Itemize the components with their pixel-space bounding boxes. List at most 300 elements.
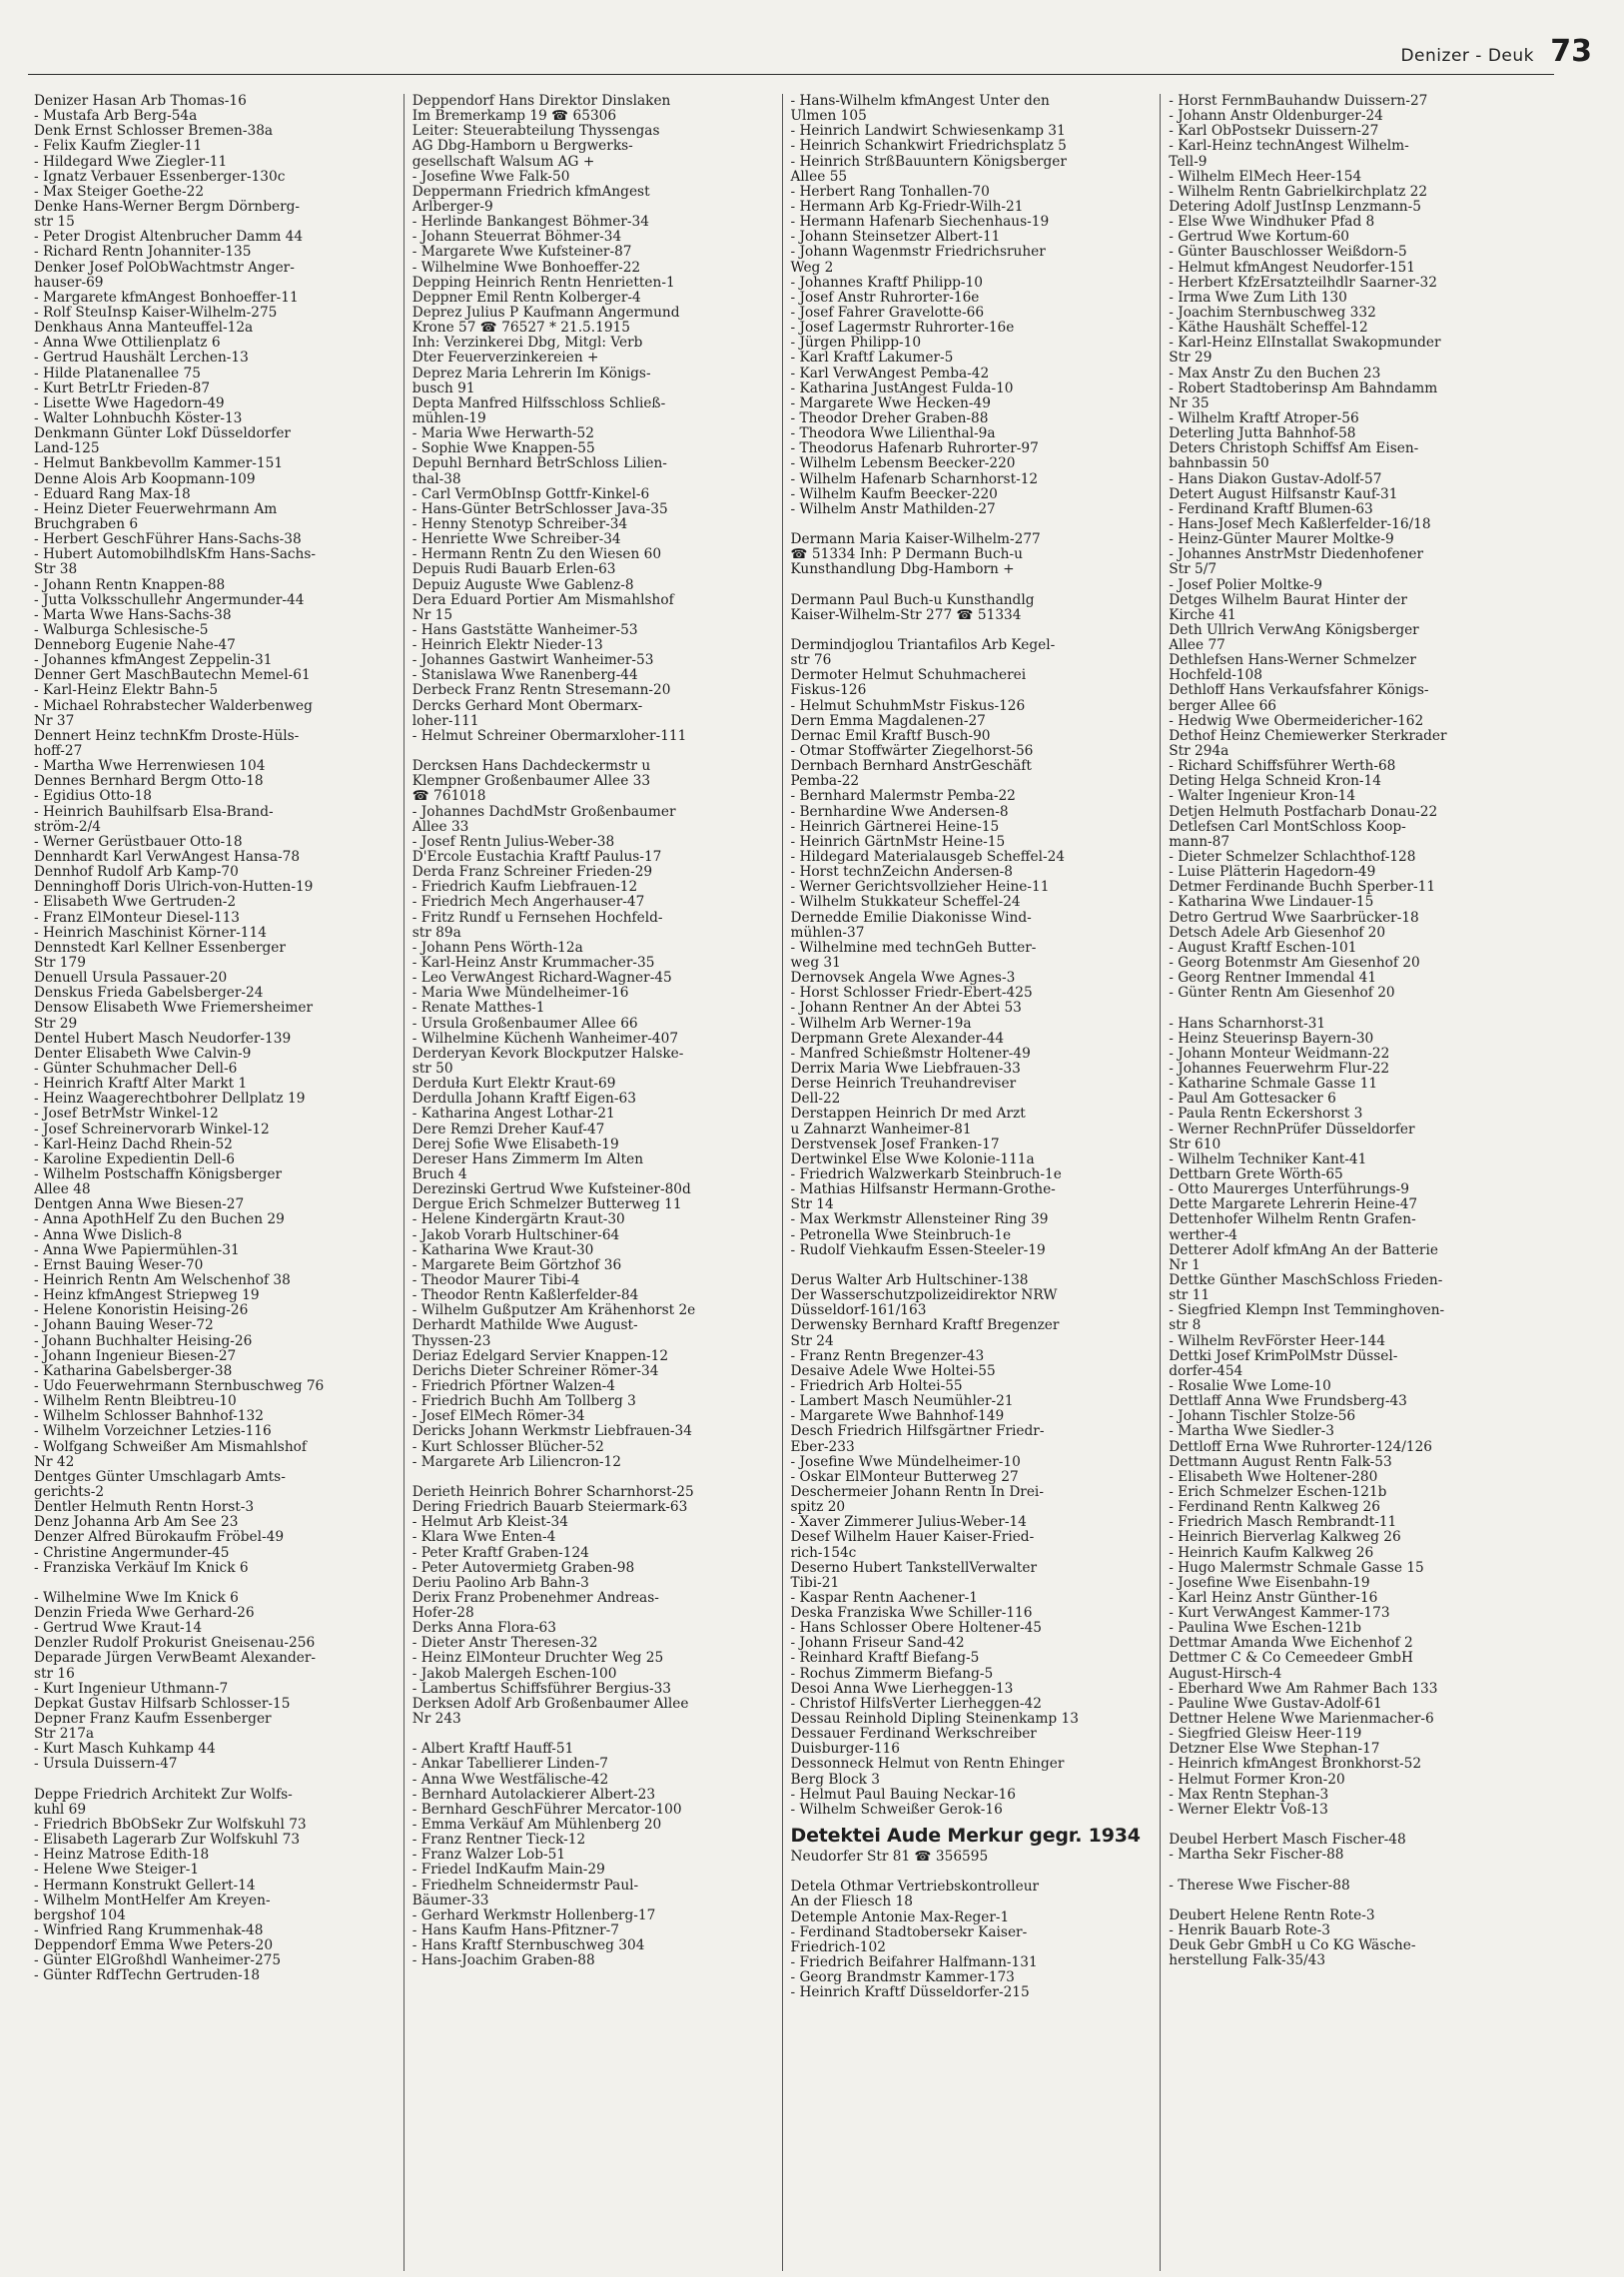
directory-entry-line: Derse Heinrich Treuhandreviser <box>790 1076 1017 1093</box>
directory-entry-line: - Lisette Wwe Hagedorn-49 <box>34 394 225 411</box>
directory-entry-line: - Heinrich Bierverlag Kalkweg 26 <box>1169 1529 1401 1546</box>
directory-entry-line: - Kurt BetrLtr Frieden-87 <box>34 380 211 396</box>
directory-entry-line: - Helmut Arb Kleist-34 <box>411 1514 568 1531</box>
directory-entry-line: str 15 <box>34 214 75 231</box>
directory-entry-line: AG Dbg-Hamborn u Bergwerks- <box>411 138 633 155</box>
directory-entry-line: rich-154c <box>790 1544 857 1561</box>
directory-entry-line: Detmer Ferdinande Buchh Sperber-11 <box>1169 879 1436 896</box>
directory-entry-line: - Helmut Bankbevollm Kammer-151 <box>34 455 284 472</box>
directory-entry-line: - Stanislawa Wwe Ranenberg-44 <box>411 667 638 684</box>
directory-entry-line: - Friedrich Arb Holtei-55 <box>790 1377 963 1394</box>
directory-entry-line: Deterling Jutta Bahnhof-58 <box>1169 425 1356 442</box>
directory-entry-line <box>1169 1818 1524 1833</box>
directory-entry-line: - Maria Wwe Mündelheimer-16 <box>411 985 629 1002</box>
directory-entry-line: Deting Helga Schneid Kron-14 <box>1169 773 1381 790</box>
directory-entry-line: Dercksen Hans Dachdeckermstr u <box>411 758 651 775</box>
directory-entry-line: - Wolfgang Schweißer Am Mismahlshof <box>34 1438 307 1455</box>
directory-entry-line: Detzner Else Wwe Stephan-17 <box>1169 1741 1380 1758</box>
directory-entry-line: - Petronella Wwe Steinbruch-1e <box>790 1226 1012 1243</box>
directory-entry-line: bahnbassin 50 <box>1169 455 1269 472</box>
directory-entry-line: - Katharine Schmale Gasse 11 <box>1169 1076 1378 1093</box>
directory-entry-line: Derstappen Heinrich Dr med Arzt <box>790 1106 1026 1123</box>
directory-entry-line: Dettenhofer Wilhelm Rentn Grafen- <box>1169 1211 1416 1228</box>
directory-entry-line: - Peter Autovermietg Graben-98 <box>411 1559 635 1576</box>
directory-entry-line: - Wilhelm Hafenarb Scharnhorst-12 <box>790 470 1039 487</box>
directory-entry-line <box>34 1576 390 1591</box>
directory-entry-line: - Heinrich Maschinist Körner-114 <box>34 924 267 941</box>
directory-entry-line: - Franz Walzer Lob-51 <box>411 1847 566 1864</box>
directory-entry-line: - Wilhelm Kraftf Atroper-56 <box>1169 409 1359 426</box>
directory-entry-line: - Heinrich Schankwirt Friedrichsplatz 5 <box>790 138 1067 155</box>
directory-entry-line: - Ankar Tabellierer Linden-7 <box>411 1756 608 1773</box>
directory-entry-line: - Johann Ingenieur Biesen-27 <box>34 1347 237 1364</box>
directory-entry-line: - Friedrich BbObSekr Zur Wolfskuhl 73 <box>34 1817 307 1834</box>
directory-entry-line: - Bernhard Autolackierer Albert-23 <box>411 1786 656 1803</box>
directory-entry-line: Dettloff Erna Wwe Ruhrorter-124/126 <box>1169 1438 1433 1455</box>
directory-entry-line: - August Kraftf Eschen-101 <box>1169 939 1357 956</box>
directory-entry-line: - Bernhard GeschFührer Mercator-100 <box>411 1801 682 1818</box>
directory-entry-line: - Ignatz Verbauer Essenberger-130c <box>34 168 286 185</box>
directory-entry-line: - Heinz Dieter Feuerwehrmann Am <box>34 500 278 517</box>
directory-entry-line: - Werner Elektr Voß-13 <box>1169 1801 1328 1818</box>
directory-entry-line: Depuiz Auguste Wwe Gablenz-8 <box>411 576 634 593</box>
directory-entry-line: Allee 77 <box>1169 637 1225 654</box>
directory-entry-line: - Hermann Konstrukt Gellert-14 <box>34 1877 256 1894</box>
directory-entry-line: Deters Christoph Schiffsf Am Eisen- <box>1169 440 1419 457</box>
directory-entry-line: - Michael Rohrabstecher Walderbenweg <box>34 697 313 714</box>
directory-entry-line: - Max Rentn Stephan-3 <box>1169 1786 1329 1803</box>
directory-entry-line: - Hermann Hafenarb Siechenhaus-19 <box>790 214 1050 231</box>
directory-entry-line: - Hans Kaufm Hans-Pfitzner-7 <box>411 1922 620 1939</box>
directory-entry-line: Dettlaff Anna Wwe Frundsberg-43 <box>1169 1393 1407 1410</box>
directory-entry-line: - Elisabeth Lagerarb Zur Wolfskuhl 73 <box>34 1832 301 1849</box>
directory-entry-line: Denner Gert MaschBautechn Memel-61 <box>34 667 311 684</box>
directory-entry-line: - Jürgen Philipp-10 <box>790 335 922 352</box>
directory-entry-line: - Wilhelm Techniker Kant-41 <box>1169 1150 1367 1167</box>
directory-entry-line: - Oskar ElMonteur Butterweg 27 <box>790 1468 1019 1485</box>
directory-entry-line: - Kurt Schlosser Blücher-52 <box>411 1438 604 1455</box>
directory-entry-line: - Max Steiger Goethe-22 <box>34 183 205 200</box>
directory-entry-line: - Johannes Gastwirt Wanheimer-53 <box>411 652 654 669</box>
directory-entry-line: - Erich Schmelzer Eschen-121b <box>1169 1483 1387 1500</box>
directory-entry-line: Detjen Helmuth Postfacharb Donau-22 <box>1169 803 1438 820</box>
directory-entry-line: - Wilhelm Schlosser Bahnhof-132 <box>34 1408 264 1425</box>
directory-entry-line: Duisburger-116 <box>790 1741 900 1758</box>
directory-entry-line: str 8 <box>1169 1317 1202 1334</box>
advertisement-heading: Detektei Aude Merkur gegr. 1934 <box>790 1825 1141 1848</box>
directory-entry-line: Neudorfer Str 81 ☎ 356595 <box>790 1849 989 1866</box>
directory-entry-line: - Karl-Heinz ElInstallat Swakopmunder <box>1169 335 1441 352</box>
directory-entry-line: - Heinz kfmAngest Striepweg 19 <box>34 1287 260 1304</box>
directory-entry-line: - Georg Rentner Immendal 41 <box>1169 970 1377 987</box>
column-4 <box>1160 94 1538 2271</box>
directory-entry-line: - Karl Kraftf Lakumer-5 <box>790 350 954 367</box>
directory-entry-line: - Helene Konoristin Heising-26 <box>34 1302 249 1319</box>
directory-entry-line: Deppner Emil Rentn Kolberger-4 <box>411 289 641 306</box>
directory-entry-line: Tell-9 <box>1169 153 1208 170</box>
directory-entry-line: - Leo VerwAngest Richard-Wagner-45 <box>411 970 672 987</box>
directory-entry-line: - Lambertus Schiffsführer Bergius-33 <box>411 1680 671 1697</box>
directory-entry-line: - Hildegard Materialausgeb Scheffel-24 <box>790 849 1066 866</box>
directory-entry-line: Deth Ullrich VerwAng Königsberger <box>1169 621 1419 638</box>
directory-entry-line: Derda Franz Schreiner Frieden-29 <box>411 864 653 881</box>
directory-entry-line: - Gertrud Haushält Lerchen-13 <box>34 350 249 367</box>
directory-entry-line: Deserno Hubert TankstellVerwalter <box>790 1559 1038 1576</box>
directory-entry-line: - Jakob Vorarb Hultschiner-64 <box>411 1226 620 1243</box>
directory-entry-line: - Rochus Zimmerm Biefang-5 <box>790 1665 994 1682</box>
directory-entry-line: August-Hirsch-4 <box>1169 1665 1282 1682</box>
directory-entry-line: Derej Sofie Wwe Elisabeth-19 <box>411 1136 619 1152</box>
directory-entry-line: Derbeck Franz Rentn Stresemann-20 <box>411 682 671 699</box>
directory-entry-line: Dennhof Rudolf Arb Kamp-70 <box>34 864 239 881</box>
directory-entry-line: werther-4 <box>1169 1226 1237 1243</box>
directory-entry-line: Denne Alois Arb Koopmann-109 <box>34 470 256 487</box>
directory-entry-line: Denzin Frieda Wwe Gerhard-26 <box>34 1605 255 1622</box>
directory-entry-line: - Kurt Ingenieur Uthmann-7 <box>34 1680 229 1697</box>
directory-entry-line: Densow Elisabeth Wwe Friemersheimer <box>34 1000 313 1017</box>
directory-entry-line: ☎ 761018 <box>411 788 486 805</box>
directory-entry-line: Dter Feuerverzinkereien + <box>411 350 599 367</box>
directory-entry-line: Eber-233 <box>790 1438 855 1455</box>
directory-entry-line: - Hans Diakon Gustav-Adolf-57 <box>1169 470 1382 487</box>
directory-entry-line: Allee 55 <box>790 168 848 185</box>
directory-entry-line: - Rosalie Wwe Lome-10 <box>1169 1377 1331 1394</box>
directory-entry-line: Weg 2 <box>790 259 834 276</box>
directory-entry-line: - Katharina JustAngest Fulda-10 <box>790 380 1014 396</box>
directory-entry-line: - Karoline Expedientin Dell-6 <box>34 1150 236 1167</box>
directory-entry-line: Str 179 <box>34 955 86 972</box>
directory-entry-line <box>412 1727 768 1742</box>
directory-entry-line: - Wilhelm Rentn Bleibtreu-10 <box>34 1393 237 1410</box>
directory-entry-line: Deppendorf Hans Direktor Dinslaken <box>411 94 671 109</box>
directory-entry-line: - Wilhelm ElMech Heer-154 <box>1169 168 1362 185</box>
directory-entry-line: Deubert Helene Rentn Rote-3 <box>1169 1906 1375 1923</box>
directory-entry-line: - Helmut Schreiner Obermarxloher-111 <box>411 727 687 744</box>
directory-entry-line: - Carl VermObInsp Gottfr-Kinkel-6 <box>411 485 650 502</box>
directory-entry-line: - Siegfried Klempn Inst Temminghoven- <box>1169 1302 1445 1319</box>
directory-entry-line: - Kurt VerwAngest Kammer-173 <box>1169 1605 1390 1622</box>
directory-entry-line: - Theodor Maurer Tibi-4 <box>411 1271 580 1288</box>
directory-entry-line: - Richard Schiffsführer Werth-68 <box>1169 758 1396 775</box>
directory-entry-line: - Johann Steinsetzer Albert-11 <box>790 229 1001 246</box>
directory-entry-line: - Heinz ElMonteur Druchter Weg 25 <box>411 1650 664 1667</box>
directory-entry-line: Leiter: Steuerabteilung Thyssengas <box>411 123 660 140</box>
directory-entry-line: Derstvensek Josef Franken-17 <box>790 1136 1000 1152</box>
directory-entry-line: Im Bremerkamp 19 ☎ 65306 <box>411 108 617 125</box>
directory-entry-line: - Elisabeth Wwe Holtener-280 <box>1169 1468 1378 1485</box>
directory-entry-line: - Herbert Rang Tonhallen-70 <box>790 183 990 200</box>
directory-entry-line: Detsch Adele Arb Giesenhof 20 <box>1169 924 1386 941</box>
directory-entry-line: - Richard Rentn Johanniter-135 <box>34 244 252 261</box>
directory-entry-line: - Wilhelm Vorzeichner Letzies-116 <box>34 1423 272 1440</box>
directory-entry-line: Dernovsek Angela Wwe Agnes-3 <box>790 970 1016 987</box>
directory-entry-line: - Heinrich Elektr Nieder-13 <box>411 637 603 654</box>
directory-entry-line: Denuell Ursula Passauer-20 <box>34 970 228 987</box>
directory-entry-line: Denkhaus Anna Manteuffel-12a <box>34 320 254 337</box>
directory-entry-line: - Margarete Arb Liliencron-12 <box>411 1453 621 1470</box>
directory-entry-line: Bruch 4 <box>411 1165 467 1182</box>
directory-entry-line: An der Fliesch 18 <box>790 1894 913 1910</box>
directory-entry-line: Der Wasserschutzpolizeidirektor NRW <box>790 1287 1058 1304</box>
directory-entry-line: - Xaver Zimmerer Julius-Weber-14 <box>790 1514 1027 1531</box>
directory-entry-line: - Hans-Günter BetrSchlosser Java-35 <box>411 500 668 517</box>
directory-entry-line: - Gerhard Werkmstr Hollenberg-17 <box>411 1906 656 1923</box>
directory-entry-line: str 89a <box>411 924 461 941</box>
directory-entry-line: - Josef Fahrer Gravelotte-66 <box>790 304 985 321</box>
directory-entry-line: Dettmann August Rentn Falk-53 <box>1169 1453 1392 1470</box>
directory-entry-line: - Friedrich Pförtner Walzen-4 <box>411 1377 616 1394</box>
directory-entry-line: Dettner Helene Wwe Marienmacher-6 <box>1169 1711 1434 1728</box>
directory-entry-line: Tibi-21 <box>790 1574 840 1591</box>
directory-entry-line: Derdulla Johann Kraftf Eigen-63 <box>411 1091 636 1108</box>
directory-entry-line: Allee 33 <box>411 818 469 835</box>
directory-entry-line: - Heinz Steuerinsp Bayern-30 <box>1169 1030 1374 1047</box>
directory-entry-line: - Heinz-Günter Maurer Moltke-9 <box>1169 531 1394 548</box>
column-2 <box>404 94 782 2271</box>
directory-entry-line: Detemple Antonie Max-Reger-1 <box>790 1908 1010 1925</box>
directory-entry-line: - Helene Kindergärtn Kraut-30 <box>411 1211 625 1228</box>
directory-entry-line: - Josef Anstr Ruhrorter-16e <box>790 289 980 306</box>
directory-entry-line: Detterer Adolf kfmAng An der Batterie <box>1169 1241 1438 1258</box>
directory-entry-line: Dessauer Ferdinand Werkschreiber <box>790 1726 1037 1743</box>
directory-entry-line: - Johannes DachdMstr Großenbaumer <box>411 803 676 820</box>
directory-entry-line: Deriaz Edelgard Servier Knappen-12 <box>411 1347 669 1364</box>
directory-entry-line: - Otmar Stoffwärter Ziegelhorst-56 <box>790 743 1034 760</box>
directory-entry-line: - Heinrich Gärtnerei Heine-15 <box>790 818 1000 835</box>
directory-entry-line: - Josefine Wwe Falk-50 <box>411 168 570 185</box>
directory-entry-line: thal-38 <box>411 470 461 487</box>
directory-entry-line: Arlberger-9 <box>411 198 493 215</box>
directory-entry-line: Str 38 <box>34 561 78 578</box>
directory-entry-line: - Irma Wwe Zum Lith 130 <box>1169 289 1347 306</box>
directory-entry-line: - Walburga Schlesische-5 <box>34 621 209 638</box>
directory-entry-line: - Otto Maurerges Unterführungs-9 <box>1169 1181 1409 1198</box>
directory-entry-line: - Johann Pens Wörth-12a <box>411 939 583 956</box>
directory-entry-line: Dentges Günter Umschlagarb Amts- <box>34 1468 286 1485</box>
directory-entry-line: - Theodor Rentn Kaßlerfelder-84 <box>411 1287 639 1304</box>
directory-entry-line: Derichs Dieter Schreiner Römer-34 <box>411 1362 659 1379</box>
directory-entry-line: - Heinrich Rentn Am Welschenhof 38 <box>34 1271 291 1288</box>
directory-entry-line: - Karl Heinz Anstr Günther-16 <box>1169 1589 1378 1606</box>
directory-entry-line: Depuhl Bernhard BetrSchloss Lilien- <box>411 455 667 472</box>
directory-entry-line: - Anna Wwe Ottilienplatz 6 <box>34 335 221 352</box>
directory-entry-line: - Josef Schreinervorarb Winkel-12 <box>34 1121 270 1138</box>
directory-entry-line <box>791 517 1147 532</box>
directory-entry-line: mühlen-19 <box>411 409 486 426</box>
directory-entry-line: Derus Walter Arb Hultschiner-138 <box>790 1271 1029 1288</box>
directory-entry-line: Deppe Friedrich Architekt Zur Wolfs- <box>34 1786 293 1803</box>
directory-entry-line: - Käthe Haushält Scheffel-12 <box>1169 320 1368 337</box>
directory-entry-line: - Friedhelm Schneidermstr Paul- <box>411 1877 639 1894</box>
directory-entry-line: Bruchgraben 6 <box>34 515 139 532</box>
directory-entry-line <box>412 1470 768 1485</box>
directory-entry-line: - Günter Rentn Am Giesenhof 20 <box>1169 985 1395 1002</box>
directory-entry-line: Dennhardt Karl VerwAngest Hansa-78 <box>34 849 301 866</box>
directory-entry-line: Dering Friedrich Bauarb Steiermark-63 <box>411 1499 688 1516</box>
directory-entry-line: Ulmen 105 <box>790 108 867 125</box>
directory-entry-line: Pemba-22 <box>790 773 860 790</box>
directory-entry-line: - Anna Wwe Westfälische-42 <box>411 1771 609 1788</box>
directory-entry-line: - Max Werkmstr Allensteiner Ring 39 <box>790 1211 1049 1228</box>
directory-entry-line: - Margarete Wwe Bahnhof-149 <box>790 1408 1005 1425</box>
directory-entry-line: Derks Anna Flora-63 <box>411 1620 556 1637</box>
directory-entry-line: - Wilhelm Arb Werner-19a <box>790 1015 972 1032</box>
directory-entry-line: - Max Anstr Zu den Buchen 23 <box>1169 365 1381 381</box>
directory-entry-line: Deuk Gebr GmbH u Co KG Wäsche- <box>1169 1937 1416 1954</box>
directory-entry-line: - Henrik Bauarb Rote-3 <box>1169 1922 1330 1939</box>
directory-entry-line: Dethlefsen Hans-Werner Schmelzer <box>1169 652 1416 669</box>
directory-entry-line: str 16 <box>34 1665 75 1682</box>
directory-entry-line: weg 31 <box>790 955 841 972</box>
directory-entry-line <box>34 1773 390 1788</box>
directory-entry-line: - Hans-Josef Mech Kaßlerfelder-16/18 <box>1169 515 1431 532</box>
directory-entry-line: - Wilhelm Stukkateur Scheffel-24 <box>790 894 1021 911</box>
directory-entry-line: - Hubert AutomobilhdlsKfm Hans-Sachs- <box>34 546 316 563</box>
directory-entry-line: - Christine Angermunder-45 <box>34 1544 230 1561</box>
directory-entry-line: - Ferdinand Rentn Kalkweg 26 <box>1169 1499 1380 1516</box>
directory-entry-line: - Heinrich kfmAngest Bronkhorst-52 <box>1169 1756 1422 1773</box>
directory-entry-line: - Wilhelmine Wwe Im Knick 6 <box>34 1589 239 1606</box>
directory-entry-line: Nr 37 <box>34 712 75 729</box>
directory-entry-line: - Günter Schuhmacher Dell-6 <box>34 1061 238 1077</box>
directory-entry-line: - Dieter Schmelzer Schlachthof-128 <box>1169 849 1416 866</box>
directory-entry-line: Desoi Anna Wwe Lierheggen-13 <box>790 1680 1014 1697</box>
directory-entry-line: Hofer-28 <box>411 1605 474 1622</box>
directory-entry-line: Dercks Gerhard Mont Obermarx- <box>411 697 643 714</box>
directory-entry-line: Dethloff Hans Verkaufsfahrer Königs- <box>1169 682 1429 699</box>
directory-entry-line: - Pauline Wwe Gustav-Adolf-61 <box>1169 1695 1382 1712</box>
directory-entry-line: - Johannes kfmAngest Zeppelin-31 <box>34 652 273 669</box>
directory-entry-line: - Hans Schlosser Obere Holtener-45 <box>790 1620 1043 1637</box>
directory-entry-line: - Horst FernmBauhandw Duissern-27 <box>1169 94 1428 109</box>
directory-entry-line: ström-2/4 <box>34 818 101 835</box>
directory-entry-line: Denskus Frieda Gabelsberger-24 <box>34 985 264 1002</box>
directory-entry-line: Nr 15 <box>411 606 453 623</box>
directory-entry-line: - Johannes Kraftf Philipp-10 <box>790 274 983 291</box>
directory-entry-line: - Johann Tischler Stolze-56 <box>1169 1408 1356 1425</box>
directory-entry-line: - Johann Rentn Knappen-88 <box>34 576 226 593</box>
directory-entry-line: - Karl-Heinz technAngest Wilhelm- <box>1169 138 1409 155</box>
directory-entry-line: - Helmut Former Kron-20 <box>1169 1771 1345 1788</box>
directory-entry-line: - Rudolf Viehkaufm Essen-Steeler-19 <box>790 1241 1046 1258</box>
directory-entry-line: - Walter Lohnbuchh Köster-13 <box>34 409 243 426</box>
directory-entry-line: ☎ 51334 Inh: P Dermann Buch-u <box>790 546 1023 563</box>
directory-entry-line: Derksen Adolf Arb Großenbaumer Allee <box>411 1695 689 1712</box>
directory-entry-line: - Werner RechnPrüfer Düsseldorfer <box>1169 1121 1415 1138</box>
directory-entry-line: Derderyan Kevork Blockputzer Halske- <box>411 1045 684 1062</box>
directory-entry-line: Dermindjoglou Triantafilos Arb Kegel- <box>790 637 1056 654</box>
directory-entry-line: Dette Margarete Lehrerin Heine-47 <box>1169 1196 1418 1213</box>
directory-entry-line <box>1169 1863 1524 1878</box>
directory-entry-line: Düsseldorf-161/163 <box>790 1302 927 1319</box>
directory-entry-line: - Walter Ingenieur Kron-14 <box>1169 788 1356 805</box>
directory-entry-line: Deriu Paolino Arb Bahn-3 <box>411 1574 589 1591</box>
directory-entry-line: - Martha Wwe Herrenwiesen 104 <box>34 758 266 775</box>
directory-entry-line: Dern Emma Magdalenen-27 <box>790 712 986 729</box>
directory-entry-line: - Reinhard Kraftf Biefang-5 <box>790 1650 980 1667</box>
directory-entry-line: mann-87 <box>1169 833 1230 850</box>
directory-entry-line: - Margarete Wwe Hecken-49 <box>790 394 991 411</box>
directory-entry-line: - Anna Wwe Papiermühlen-31 <box>34 1241 240 1258</box>
directory-entry-line: - Johann Rentner An der Abtei 53 <box>790 1000 1022 1017</box>
directory-entry-line: kuhl 69 <box>34 1801 87 1818</box>
directory-entry-line: - Margarete kfmAngest Bonhoeffer-11 <box>34 289 299 306</box>
directory-entry-line: gerichts-2 <box>34 1483 105 1500</box>
directory-entry-line: - Herbert GeschFührer Hans-Sachs-38 <box>34 531 302 548</box>
directory-entry-line: - Johann Anstr Oldenburger-24 <box>1169 108 1383 125</box>
directory-entry-line: D'Ercole Eustachia Kraftf Paulus-17 <box>411 849 662 866</box>
directory-entry-line: - Joachim Sternbuschweg 332 <box>1169 304 1376 321</box>
directory-entry-line: - Heinrich GärtnMstr Heine-15 <box>790 833 1006 850</box>
page-number: 73 <box>1550 34 1592 69</box>
directory-entry-line: - Mathias Hilfsanstr Hermann-Grothe- <box>790 1181 1056 1198</box>
directory-entry-line: - Wilhelmine med technGeh Butter- <box>790 939 1037 956</box>
directory-entry-line: - Johannes AnstrMstr Diedenhofener <box>1169 546 1424 563</box>
directory-entry-line: loher-111 <box>411 712 479 729</box>
directory-entry-line: - Marta Wwe Hans-Sachs-38 <box>34 606 232 623</box>
directory-entry-line: Dentgen Anna Wwe Biesen-27 <box>34 1196 245 1213</box>
directory-entry-line: - Josef ElMech Römer-34 <box>411 1408 585 1425</box>
directory-entry-line: Str 14 <box>790 1196 834 1213</box>
directory-entry-line: Deubel Herbert Masch Fischer-48 <box>1169 1832 1406 1849</box>
directory-entry-line: - Franz Rentn Bregenzer-43 <box>790 1347 985 1364</box>
directory-entry-line: - Bernhard Malermstr Pemba-22 <box>790 788 1016 805</box>
directory-entry-line: Dera Eduard Portier Am Mismahlshof <box>411 591 674 608</box>
directory-entry-line: Str 610 <box>1169 1136 1221 1152</box>
directory-entry-line: - Karl-Heinz Dachd Rhein-52 <box>34 1136 233 1152</box>
directory-entry-line: - Therese Wwe Fischer-88 <box>1169 1877 1350 1894</box>
directory-entry-line: - Eduard Rang Max-18 <box>34 485 191 502</box>
directory-entry-line: - Günter RdfTechn Gertruden-18 <box>34 1967 261 1984</box>
directory-entry-line: - Hans-Joachim Graben-88 <box>411 1952 595 1969</box>
directory-entry-line: - Johannes Feuerwehrm Flur-22 <box>1169 1061 1390 1077</box>
directory-entry-line: berger Allee 66 <box>1169 697 1277 714</box>
directory-entry-line: - Hildegard Wwe Ziegler-11 <box>34 153 228 170</box>
directory-entry-line: - Helene Wwe Steiger-1 <box>34 1862 200 1879</box>
directory-entry-line: Dentler Helmuth Rentn Horst-3 <box>34 1499 255 1516</box>
directory-entry-line: - Friedrich Masch Rembrandt-11 <box>1169 1514 1397 1531</box>
directory-entry-line: Str 294a <box>1169 743 1229 760</box>
directory-entry-line <box>791 578 1147 593</box>
directory-entry-line: Desef Wilhelm Hauer Kaiser-Fried- <box>790 1529 1035 1546</box>
directory-entry-line: Dettmer C & Co Cemeedeer GmbH <box>1169 1650 1413 1667</box>
directory-entry-line: herstellung Falk-35/43 <box>1169 1952 1326 1969</box>
directory-entry-line: Allee 48 <box>34 1181 91 1198</box>
directory-entry-line: - Günter ElGroßhdl Wanheimer-275 <box>34 1952 282 1969</box>
directory-entry-line: - Friedrich Buchh Am Tollberg 3 <box>411 1393 636 1410</box>
directory-entry-line: Derezinski Gertrud Wwe Kufsteiner-80d <box>411 1181 691 1198</box>
directory-entry-line: Kirche 41 <box>1169 606 1236 623</box>
directory-entry-line: - Hermann Arb Kg-Friedr-Wilh-21 <box>790 198 1024 215</box>
directory-entry-line: Nr 42 <box>34 1453 75 1470</box>
directory-entry-line: spitz 20 <box>790 1499 846 1516</box>
directory-entry-line: Denz Johanna Arb Am See 23 <box>34 1514 239 1531</box>
directory-entry-line: - Else Wwe Windhuker Pfad 8 <box>1169 214 1375 231</box>
directory-entry-line <box>412 744 768 759</box>
directory-entry-line: Dertwinkel Else Wwe Kolonie-111a <box>790 1150 1035 1167</box>
directory-entry-line: - Siegfried Gleisw Heer-119 <box>1169 1726 1362 1743</box>
directory-entry-line: Desch Friedrich Hilfsgärtner Friedr- <box>790 1423 1045 1440</box>
directory-entry-line: - Hilde Platanenallee 75 <box>34 365 201 381</box>
directory-entry-line: gesellschaft Walsum AG + <box>411 153 595 170</box>
directory-entry-line: - Herbert KfzErsatzteilhdlr Saarner-32 <box>1169 274 1437 291</box>
directory-entry-line: - Werner Gerichtsvollzieher Heine-11 <box>790 879 1050 896</box>
directory-entry-line: Detro Gertrud Wwe Saarbrücker-18 <box>1169 909 1419 926</box>
directory-entry-line: Fiskus-126 <box>790 682 867 699</box>
directory-entry-line: - Horst technZeichn Andersen-8 <box>790 864 1013 881</box>
directory-entry-line: - Mustafa Arb Berg-54a <box>34 108 198 125</box>
directory-entry-line: - Hedwig Wwe Obermeidericher-162 <box>1169 712 1424 729</box>
